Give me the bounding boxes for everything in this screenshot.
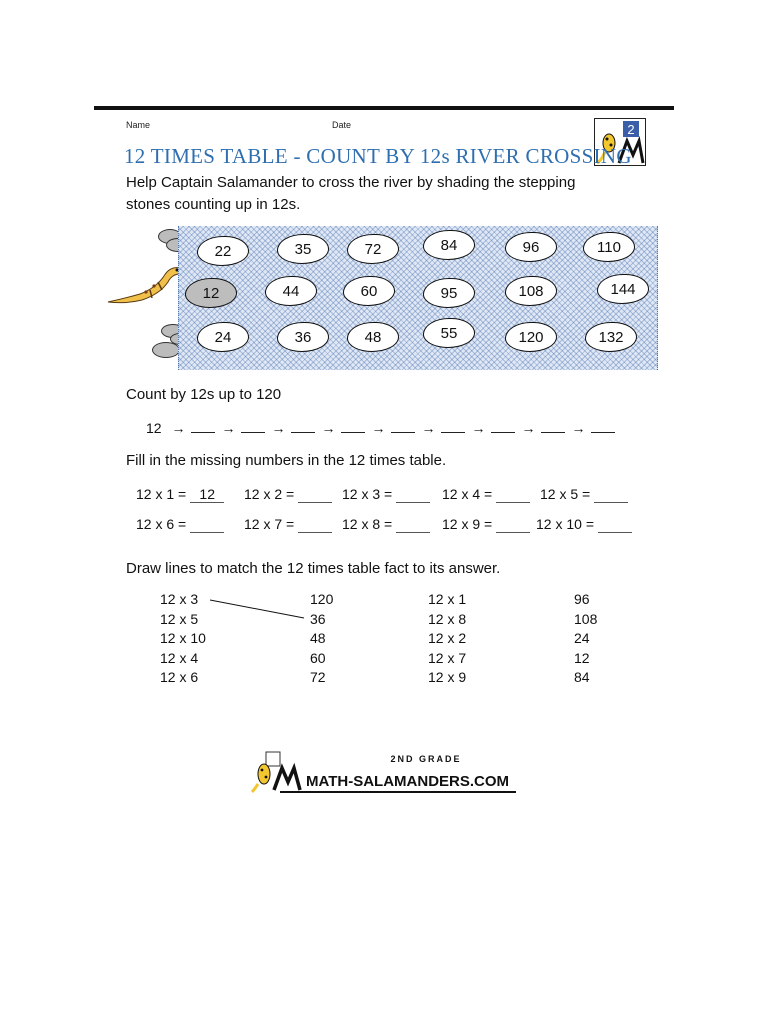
times-fact bbox=[136, 516, 224, 533]
date-label: Date bbox=[332, 120, 352, 130]
match-fact[interactable]: 12 x 4 bbox=[160, 649, 199, 666]
salamander-icon bbox=[106, 258, 186, 308]
fact-answer-blank[interactable] bbox=[496, 486, 530, 503]
sequence-blank[interactable] bbox=[391, 418, 415, 433]
times-fact bbox=[442, 516, 530, 533]
match-answer[interactable]: 48 bbox=[310, 630, 326, 646]
sequence-blank[interactable] bbox=[341, 418, 365, 433]
sequence-blank[interactable] bbox=[441, 418, 465, 433]
times-fact bbox=[244, 486, 332, 503]
match-answer[interactable]: 120 bbox=[310, 591, 334, 607]
fact-text: 12 x 4 = bbox=[442, 486, 493, 502]
match-col-facts-2 bbox=[428, 590, 466, 688]
match-fact[interactable]: 12 x 3 bbox=[160, 591, 199, 607]
stepping-stone[interactable]: 44 bbox=[265, 276, 317, 306]
fact-answer-blank[interactable] bbox=[496, 516, 530, 533]
times-fact bbox=[540, 486, 628, 503]
fact-answer-blank[interactable] bbox=[298, 486, 332, 503]
match-fact[interactable]: 12 x 6 bbox=[160, 669, 199, 685]
stepping-stone[interactable]: 48 bbox=[347, 322, 399, 352]
footer-logo bbox=[250, 748, 520, 794]
footer-site: MATH-SALAMANDERS.COM bbox=[306, 773, 510, 790]
stepping-stone[interactable]: 96 bbox=[505, 232, 557, 262]
stepping-stone[interactable]: 60 bbox=[343, 276, 395, 306]
fact-text: 12 x 8 = bbox=[342, 516, 393, 532]
stepping-stone-shaded[interactable]: 12 bbox=[185, 278, 237, 308]
stepping-stone[interactable]: 120 bbox=[505, 322, 557, 352]
stepping-stone[interactable]: 108 bbox=[505, 276, 557, 306]
arrow-icon: → bbox=[471, 420, 486, 436]
match-answer[interactable]: 12 bbox=[574, 649, 590, 666]
stepping-stone[interactable]: 95 bbox=[423, 278, 475, 308]
times-fact bbox=[342, 516, 430, 533]
stepping-stone[interactable]: 132 bbox=[585, 322, 637, 352]
fact-answer-blank[interactable] bbox=[598, 516, 632, 533]
example-match-line bbox=[200, 596, 310, 622]
sequence-blank[interactable] bbox=[491, 418, 515, 433]
match-answer[interactable]: 108 bbox=[574, 610, 598, 627]
count-heading: Count by 12s up to 120 bbox=[126, 386, 282, 403]
count-sequence bbox=[146, 418, 615, 436]
sequence-blank[interactable] bbox=[591, 418, 615, 433]
stepping-stone[interactable]: 110 bbox=[583, 232, 635, 262]
match-answer[interactable]: 72 bbox=[310, 669, 326, 685]
match-fact[interactable]: 12 x 5 bbox=[160, 610, 199, 627]
fill-heading: Fill in the missing numbers in the 12 times table. bbox=[126, 452, 447, 469]
stepping-stone[interactable]: 24 bbox=[197, 322, 249, 352]
arrow-icon: → bbox=[571, 420, 586, 436]
fact-answer-blank[interactable] bbox=[396, 516, 430, 533]
fact-answer-blank[interactable]: 12 bbox=[190, 486, 224, 503]
sequence-blank[interactable] bbox=[291, 418, 315, 433]
times-fact bbox=[244, 516, 332, 533]
stepping-stone[interactable]: 22 bbox=[197, 236, 249, 266]
match-answer[interactable]: 36 bbox=[310, 610, 326, 627]
match-col-answers-2 bbox=[574, 590, 597, 688]
fact-text: 12 x 2 = bbox=[244, 486, 295, 502]
match-col-answers-1 bbox=[310, 590, 333, 688]
river bbox=[178, 226, 658, 370]
river-instructions bbox=[126, 172, 575, 216]
fact-text: 12 x 10 = bbox=[536, 516, 594, 532]
fact-answer-blank[interactable] bbox=[594, 486, 628, 503]
match-fact[interactable]: 12 x 9 bbox=[428, 669, 467, 685]
grade-badge: 2 bbox=[627, 122, 635, 137]
times-fact bbox=[536, 516, 632, 533]
river-instruction-line1: Help Captain Salamander to cross the river by shading the stepping bbox=[126, 174, 576, 191]
top-rule bbox=[94, 106, 674, 110]
fact-answer-blank[interactable] bbox=[298, 516, 332, 533]
match-answer[interactable]: 84 bbox=[574, 669, 590, 685]
arrow-icon: → bbox=[221, 420, 236, 436]
arrow-icon: → bbox=[521, 420, 536, 436]
footer-grade: 2ND GRADE bbox=[390, 754, 462, 764]
arrow-icon: → bbox=[321, 420, 336, 436]
fact-text: 12 x 3 = bbox=[342, 486, 393, 502]
name-label: Name bbox=[126, 120, 151, 130]
match-answer[interactable]: 24 bbox=[574, 630, 590, 646]
fact-text: 12 x 5 = bbox=[540, 486, 591, 502]
sequence-blank[interactable] bbox=[241, 418, 265, 433]
fact-text: 12 x 6 = bbox=[136, 516, 187, 532]
arrow-icon: → bbox=[421, 420, 436, 436]
match-fact[interactable]: 12 x 1 bbox=[428, 591, 467, 607]
sequence-blank[interactable] bbox=[541, 418, 565, 433]
arrow-icon: → bbox=[371, 420, 386, 436]
fact-answer-blank[interactable] bbox=[190, 516, 224, 533]
arrow-icon: → bbox=[271, 420, 286, 436]
fact-text: 12 x 7 = bbox=[244, 516, 295, 532]
fact-text: 12 x 1 = bbox=[136, 486, 187, 502]
stepping-stone[interactable]: 84 bbox=[423, 230, 475, 260]
arrow-icon: → bbox=[171, 420, 186, 436]
stepping-stone[interactable]: 36 bbox=[277, 322, 329, 352]
times-fact bbox=[442, 486, 530, 503]
match-fact[interactable]: 12 x 7 bbox=[428, 649, 467, 666]
match-heading: Draw lines to match the 12 times table fact to its answer. bbox=[126, 560, 501, 577]
match-fact[interactable]: 12 x 2 bbox=[428, 630, 467, 646]
times-fact bbox=[136, 486, 224, 503]
sequence-blanks bbox=[165, 420, 615, 436]
stepping-stone[interactable]: 144 bbox=[597, 274, 649, 304]
sequence-blank[interactable] bbox=[191, 418, 215, 433]
match-fact[interactable]: 12 x 10 bbox=[160, 630, 206, 646]
match-answer[interactable]: 60 bbox=[310, 649, 326, 666]
bank-stone bbox=[152, 342, 180, 358]
stepping-stone[interactable]: 55 bbox=[423, 318, 475, 348]
fact-answer-blank[interactable] bbox=[396, 486, 430, 503]
page-title: 12 TIMES TABLE - COUNT BY 12s RIVER CROSSING bbox=[124, 144, 632, 168]
match-answer[interactable]: 96 bbox=[574, 591, 590, 607]
fact-text: 12 x 9 = bbox=[442, 516, 493, 532]
match-fact[interactable]: 12 x 8 bbox=[428, 610, 467, 627]
stepping-stone[interactable]: 35 bbox=[277, 234, 329, 264]
sequence-start: 12 bbox=[146, 420, 162, 436]
river-instruction-line2: stones counting up in 12s. bbox=[126, 196, 301, 213]
times-fact bbox=[342, 486, 430, 503]
stepping-stone[interactable]: 72 bbox=[347, 234, 399, 264]
